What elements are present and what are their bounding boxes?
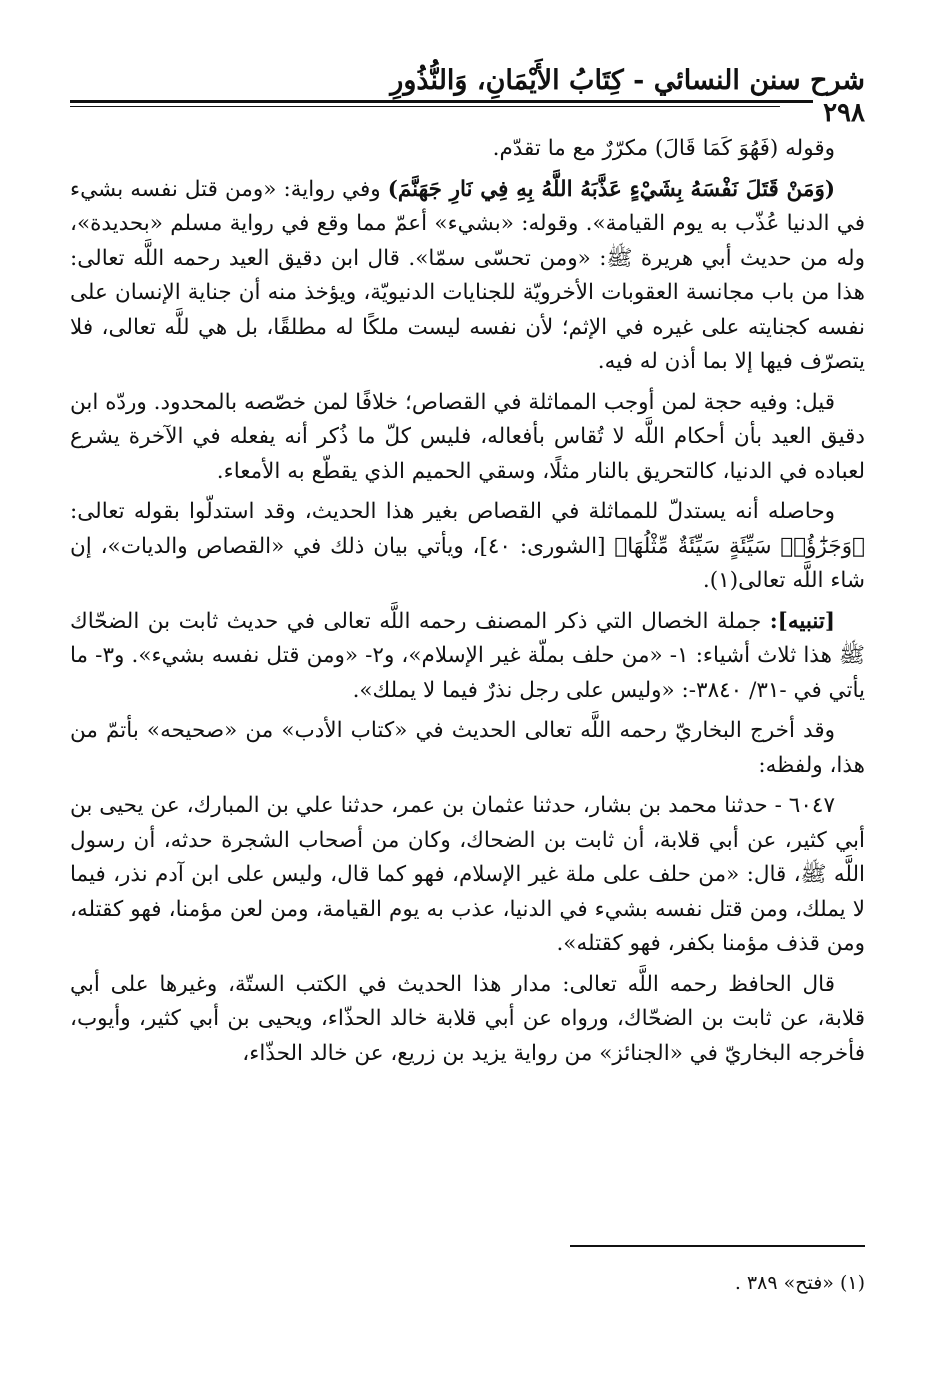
main-text (70, 132, 865, 1077)
paragraph-8: قال الحافظ رحمه اللَّه تعالى: مدار هذا الحديث في الكتب الستّة، وغيرها على أبي قلابة، عن ثابت بن الضحّاك، ورواه عن أبي قلابة خالد الحذّاء، ويحيى بن أبي كثير، وأيوب، فأخرجه البخاريّ في «الجنائز» من رواية يزيد بن زريع، عن خالد الحذّاء، (70, 971, 865, 1066)
paragraph-3: قيل: وفيه حجة لمن أوجب المماثلة في القصاص؛ خلافًا لمن خصّصه بالمحدود. وردّه ابن دقيق العيد بأن أحكام اللَّه لا تُقاس بأفعاله، فليس كلّ ما ذُكر أنه يفعله في الآخرة يشرع لعباده في الدنيا، كالتحريق بالنار مثلًا، وسقي الحميم الذي يقطّع به الأمعاء. (70, 389, 865, 484)
header-rule-thin (70, 106, 780, 107)
header-rule (70, 100, 865, 103)
footnote-rule (570, 1245, 865, 1247)
paragraph-4: وحاصله أنه يستدلّ للمماثلة في القصاص بغير هذا الحديث، وقد استدلّوا بقوله تعالى: ﴿وَجَزَٰٓؤُا۟ سَيِّئَةٍ سَيِّئَةٌ مِّثْلُهَا﴾ [الشورى: ٤٠]، ويأتي بيان ذلك في «القصاص والديات»، إن شاء اللَّه تعالى(١). (70, 499, 865, 593)
paragraph-2: (وَمَنْ قَتَلَ نَفْسَهُ بِشَيْءٍ عَذَّبَهُ اللَّهُ بِهِ فِي نَارِ جَهَنَّمَ) وفي رواية: «ومن قتل نفسه بشيء في الدنيا عُذّب به يوم القيامة». وقوله: «بشيء» أعمّ مما وقع في رواية مسلم «بحديدة»، وله من حديث أبي هريرة ﷺ: «ومن تحسّى سمّا». قال ابن دقيق العيد رحمه اللَّه تعالى: هذا من باب مجانسة العقوبات الأخرويّة للجنايات الدنيويّة، ويؤخذ منه أن جناية الإنسان على نفسه كجنايته على غيره في الإثم؛ لأن نفسه ليست ملكًا له مطلقًا، بل هي للَّه تعالى، فلا يتصرّف فيها إلا بما أذن له فيه. (70, 176, 865, 374)
paragraph-7: ٦٠٤٧ - حدثنا محمد بن بشار، حدثنا عثمان بن عمر، حدثنا علي بن المبارك، عن يحيى بن أبي كثير، عن أبي قلابة، أن ثابت بن الضحاك، وكان من أصحاب الشجرة حدثه، أن رسول اللَّه ﷺ، قال: «من حلف على ملة غير الإسلام، فهو كما قال، وليس على ابن آدم نذر، فيما لا يملك، ومن قتل نفسه بشيء في الدنيا، عذب به يوم القيامة، ومن لعن مؤمنا، فهو كقتله، ومن قذف مؤمنا بكفر، فهو كقتله». (70, 793, 865, 956)
page-number: ٢٩٨ (813, 98, 865, 128)
paragraph-1: وقوله (فَهُوَ كَمَا قَالَ) مكرّرٌ مع ما تقدّم. (492, 136, 835, 161)
hadith-quote: (وَمَنْ قَتَلَ نَفْسَهُ بِشَيْءٍ عَذَّبَهُ اللَّهُ بِهِ فِي نَارِ جَهَنَّمَ) (387, 176, 835, 202)
running-header (70, 56, 865, 96)
footnote: (١) «فتح» ٣٨٩ . (734, 1272, 865, 1294)
paragraph-5: [تنبيه]: جملة الخصال التي ذكر المصنف رحمه اللَّه تعالى في حديث ثابت بن الضحّاك ﷺ هذا ثلاث أشياء: ١- «من حلف بملّة غير الإسلام»، و٢- «ومن قتل نفسه بشيء». و٣- ما يأتي في -٣١/ ٣٨٤٠-: «وليس على رجل نذرٌ فيما لا يملك». (70, 608, 865, 703)
book-page (70, 40, 865, 1340)
header-title: شرح سنن النسائي - كِتَابُ الأَيْمَانِ، وَالنُّذُورِ (390, 65, 865, 96)
paragraph-6: وقد أخرج البخاريّ رحمه اللَّه تعالى الحديث في «كتاب الأدب» من «صحيحه» بأتمّ من هذا، ولفظه: (70, 718, 865, 778)
note-label: [تنبيه]: (769, 608, 835, 634)
